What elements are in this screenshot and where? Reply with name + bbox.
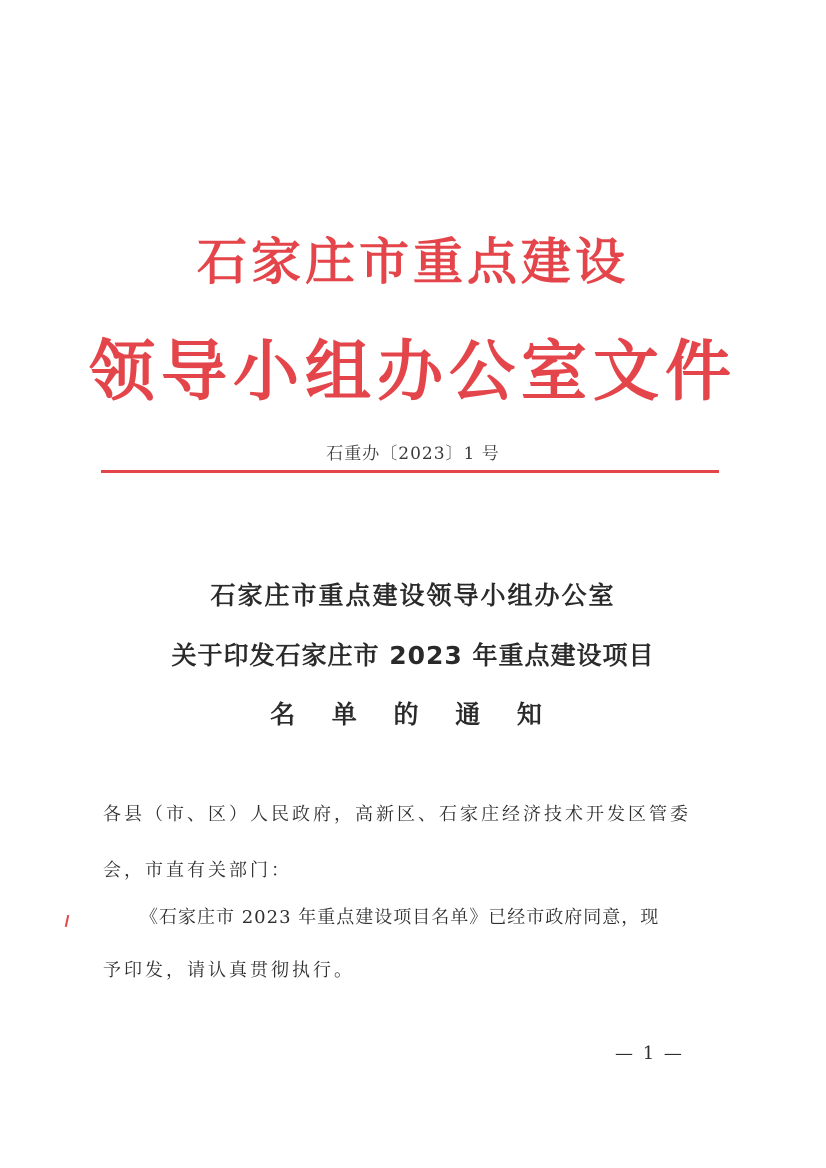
body-paragraph-line-1: 《石家庄市 2023 年重点建设项目名单》已经市政府同意，现 <box>140 907 660 928</box>
red-separator-rule <box>101 470 719 473</box>
document-number: 石重办〔2023〕1 号 <box>326 444 500 464</box>
document-title-line-2: 关于印发石家庄市 2023 年重点建设项目 <box>171 641 655 670</box>
issuer-header-line-2: 领导小组办公室文件 <box>89 332 737 410</box>
document-title-line-1: 石家庄市重点建设领导小组办公室 <box>210 581 616 610</box>
issuer-header-line-1: 石家庄市重点建设 <box>197 232 629 291</box>
margin-mark <box>65 915 69 927</box>
recipients-line-2: 会，市直有关部门： <box>103 860 292 881</box>
document-title-line-3: 名 单 的 通 知 <box>270 700 556 729</box>
body-paragraph-line-2: 予印发，请认真贯彻执行。 <box>103 960 355 981</box>
recipients-line-1: 各县（市、区）人民政府，高新区、石家庄经济技术开发区管委 <box>103 804 691 825</box>
page-number: — 1 — <box>615 1043 684 1064</box>
